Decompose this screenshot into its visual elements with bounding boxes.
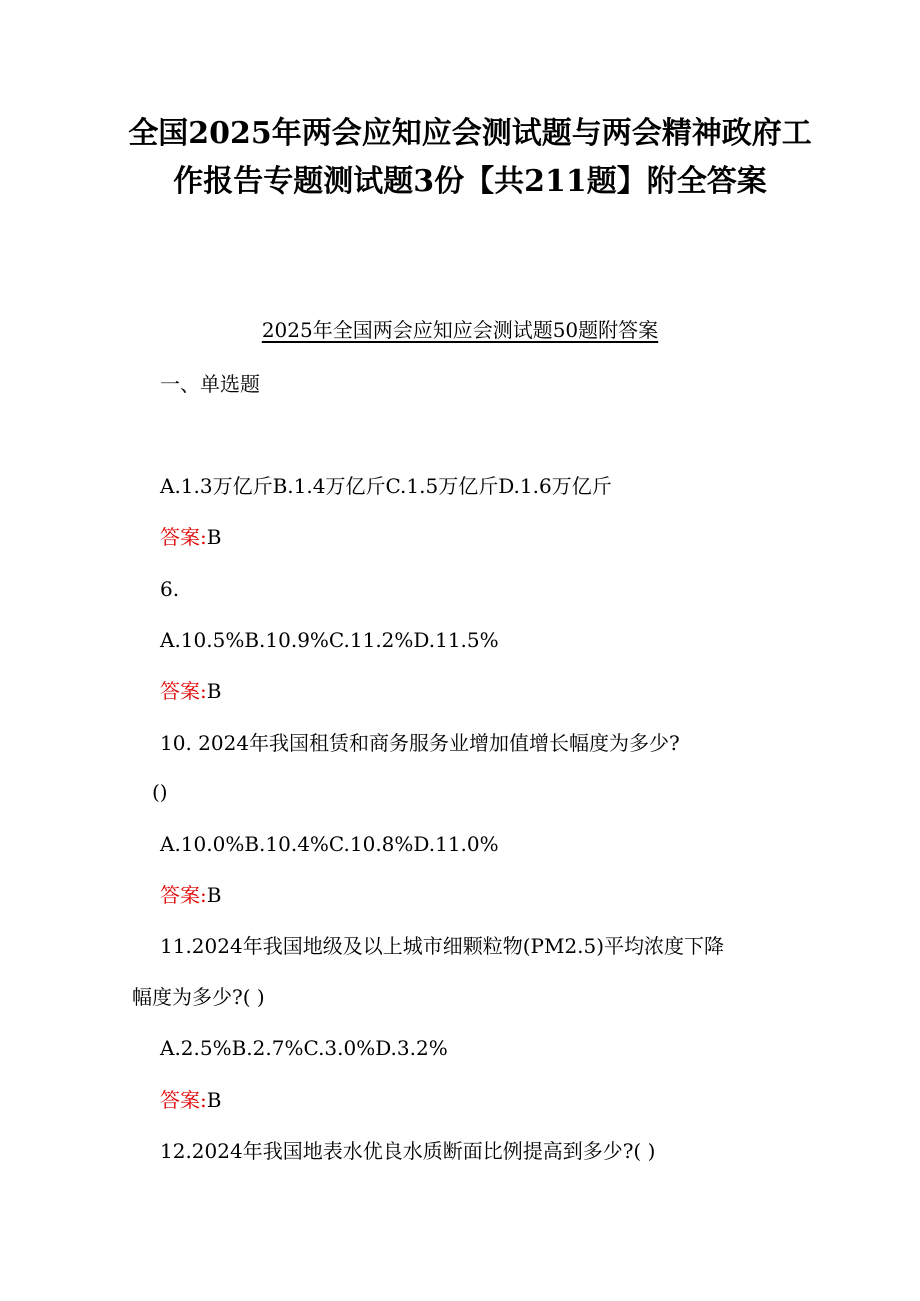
options-line: A.10.0%B.10.4%C.10.8%D.11.0% xyxy=(160,832,499,856)
answer-line xyxy=(160,1086,221,1114)
question-line: 11.2024年我国地级及以上城市细颗粒物(PM2.5)平均浓度下降 xyxy=(160,934,725,958)
options-line: A.10.5%B.10.9%C.11.2%D.11.5% xyxy=(160,628,499,652)
answer-line xyxy=(160,677,221,705)
answer-value: B xyxy=(206,525,222,549)
question-line: 6. xyxy=(160,577,180,601)
section-title: 2025年全国两会应知应会测试题50题附答案 xyxy=(261,318,659,342)
answer-value: B xyxy=(206,1088,222,1112)
question-line: () xyxy=(152,780,168,804)
question-line: 10. 2024年我国租赁和商务服务业增加值增长幅度为多少? xyxy=(160,731,680,755)
section-heading: 一、单选题 xyxy=(160,372,260,396)
title-line-2: 作报告专题测试题3份【共211题】附全答案 xyxy=(173,164,767,199)
title-line-1: 全国2025年两会应知应会测试题与两会精神政府工 xyxy=(128,116,812,151)
options-line: A.2.5%B.2.7%C.3.0%D.3.2% xyxy=(160,1036,448,1060)
answer-value: B xyxy=(206,679,222,703)
question-line: 12.2024年我国地表水优良水质断面比例提高到多少?( ) xyxy=(160,1139,656,1163)
answer-line xyxy=(160,523,221,551)
answer-value: B xyxy=(206,883,222,907)
answer-label: 答案: xyxy=(160,883,207,907)
answer-label: 答案: xyxy=(160,525,207,549)
answer-label: 答案: xyxy=(160,1088,207,1112)
answer-line xyxy=(160,881,221,909)
answer-label: 答案: xyxy=(160,679,207,703)
document-title xyxy=(120,110,820,206)
options-line: A.1.3万亿斤B.1.4万亿斤C.1.5万亿斤D.1.6万亿斤 xyxy=(160,474,612,498)
question-line: 幅度为多少?( ) xyxy=(132,985,265,1009)
